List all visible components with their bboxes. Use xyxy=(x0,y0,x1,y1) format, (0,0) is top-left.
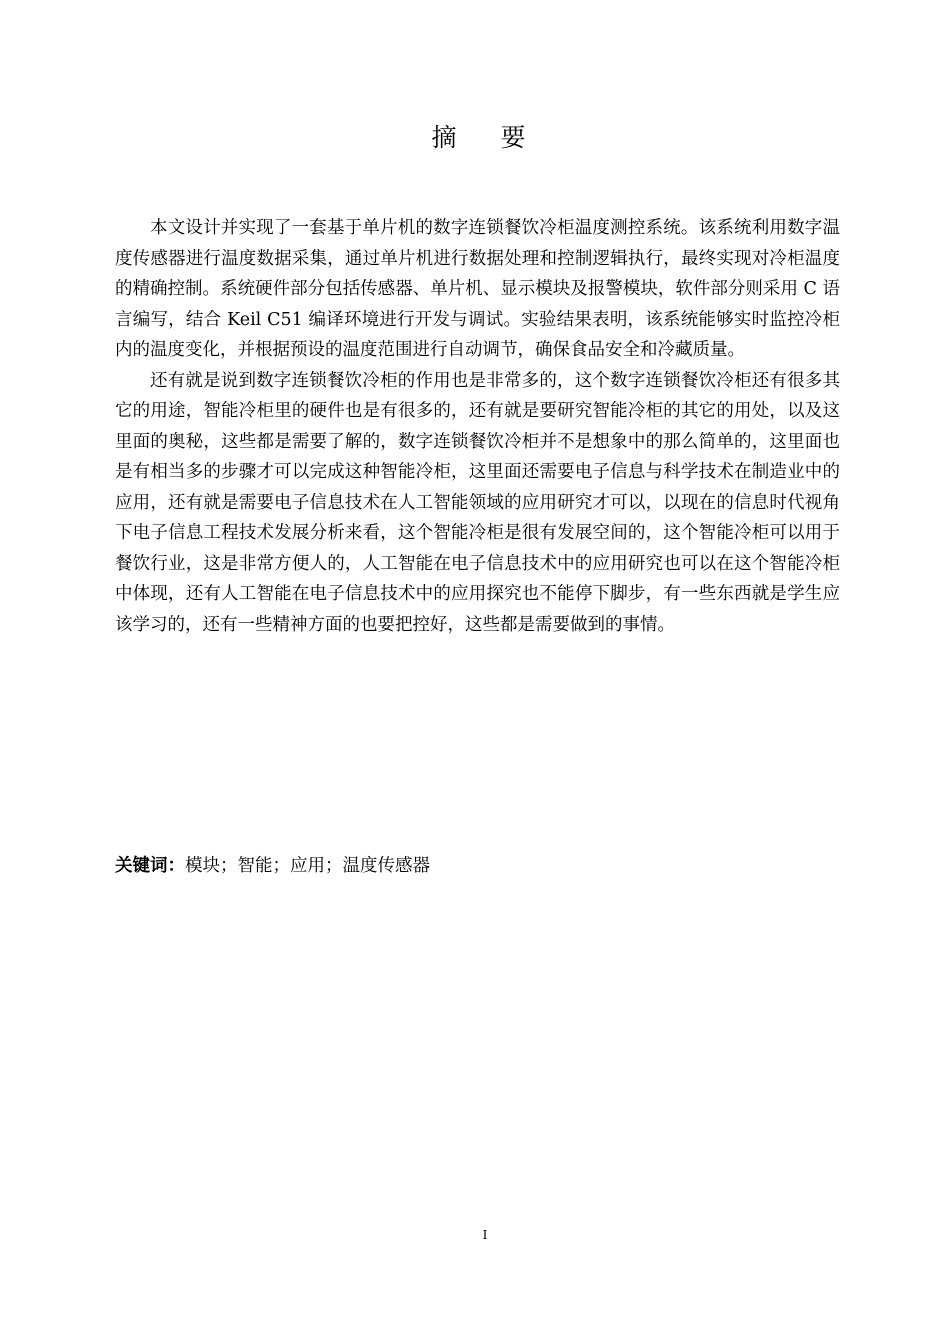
abstract-body xyxy=(115,213,840,640)
page-number: I xyxy=(482,1228,488,1242)
keywords-line xyxy=(115,851,840,881)
abstract-paragraph-2: 还有就是说到数字连锁餐饮冷柜的作用也是非常多的，这个数字连锁餐饮冷柜还有很多其它的用途，智能冷柜里的硬件也是有很多的，还有就是要研究智能冷柜的其它的用处，以及这里面的奥秘，这些都是需要了解的，数字连锁餐饮冷柜并不是想象中的那么简单的，这里面也是有相当多的步骤才可以完成这种智能冷柜，这里面还需要电子信息与科学技术在制造业中的应用，还有就是需要电子信息技术在人工智能领域的应用研究才可以，以现在的信息时代视角下电子信息工程技术发展分析来看，这个智能冷柜是很有发展空间的，这个智能冷柜可以用于餐饮行业，这是非常方便人的，人工智能在电子信息技术中的应用研究也可以在这个智能冷柜中体现，还有人工智能在电子信息技术中的应用探究也不能停下脚步，有一些东西就是学生应该学习的，还有一些精神方面的也要把控好，这些都是需要做到的事情。 xyxy=(115,370,840,635)
keywords-value: 模块；智能；应用；温度传感器 xyxy=(185,856,430,876)
abstract-title: 摘 要 xyxy=(431,123,544,152)
abstract-paragraph-1: 本文设计并实现了一套基于单片机的数字连锁餐饮冷柜温度测控系统。该系统利用数字温度传感器进行温度数据采集，通过单片机进行数据处理和控制逻辑执行，最终实现对冷柜温度的精确控制。系统硬件部分包括传感器、单片机、显示模块及报警模块，软件部分则采用 C 语言编写，结合 Keil C51 编译环境进行开发与调试。实验结果表明，该系统能够实时监控冷柜内的温度变化，并根据预设的温度范围进行自动调节，确保食品安全和冷藏质量。 xyxy=(115,218,840,360)
keywords-label: 关键词： xyxy=(115,856,185,876)
